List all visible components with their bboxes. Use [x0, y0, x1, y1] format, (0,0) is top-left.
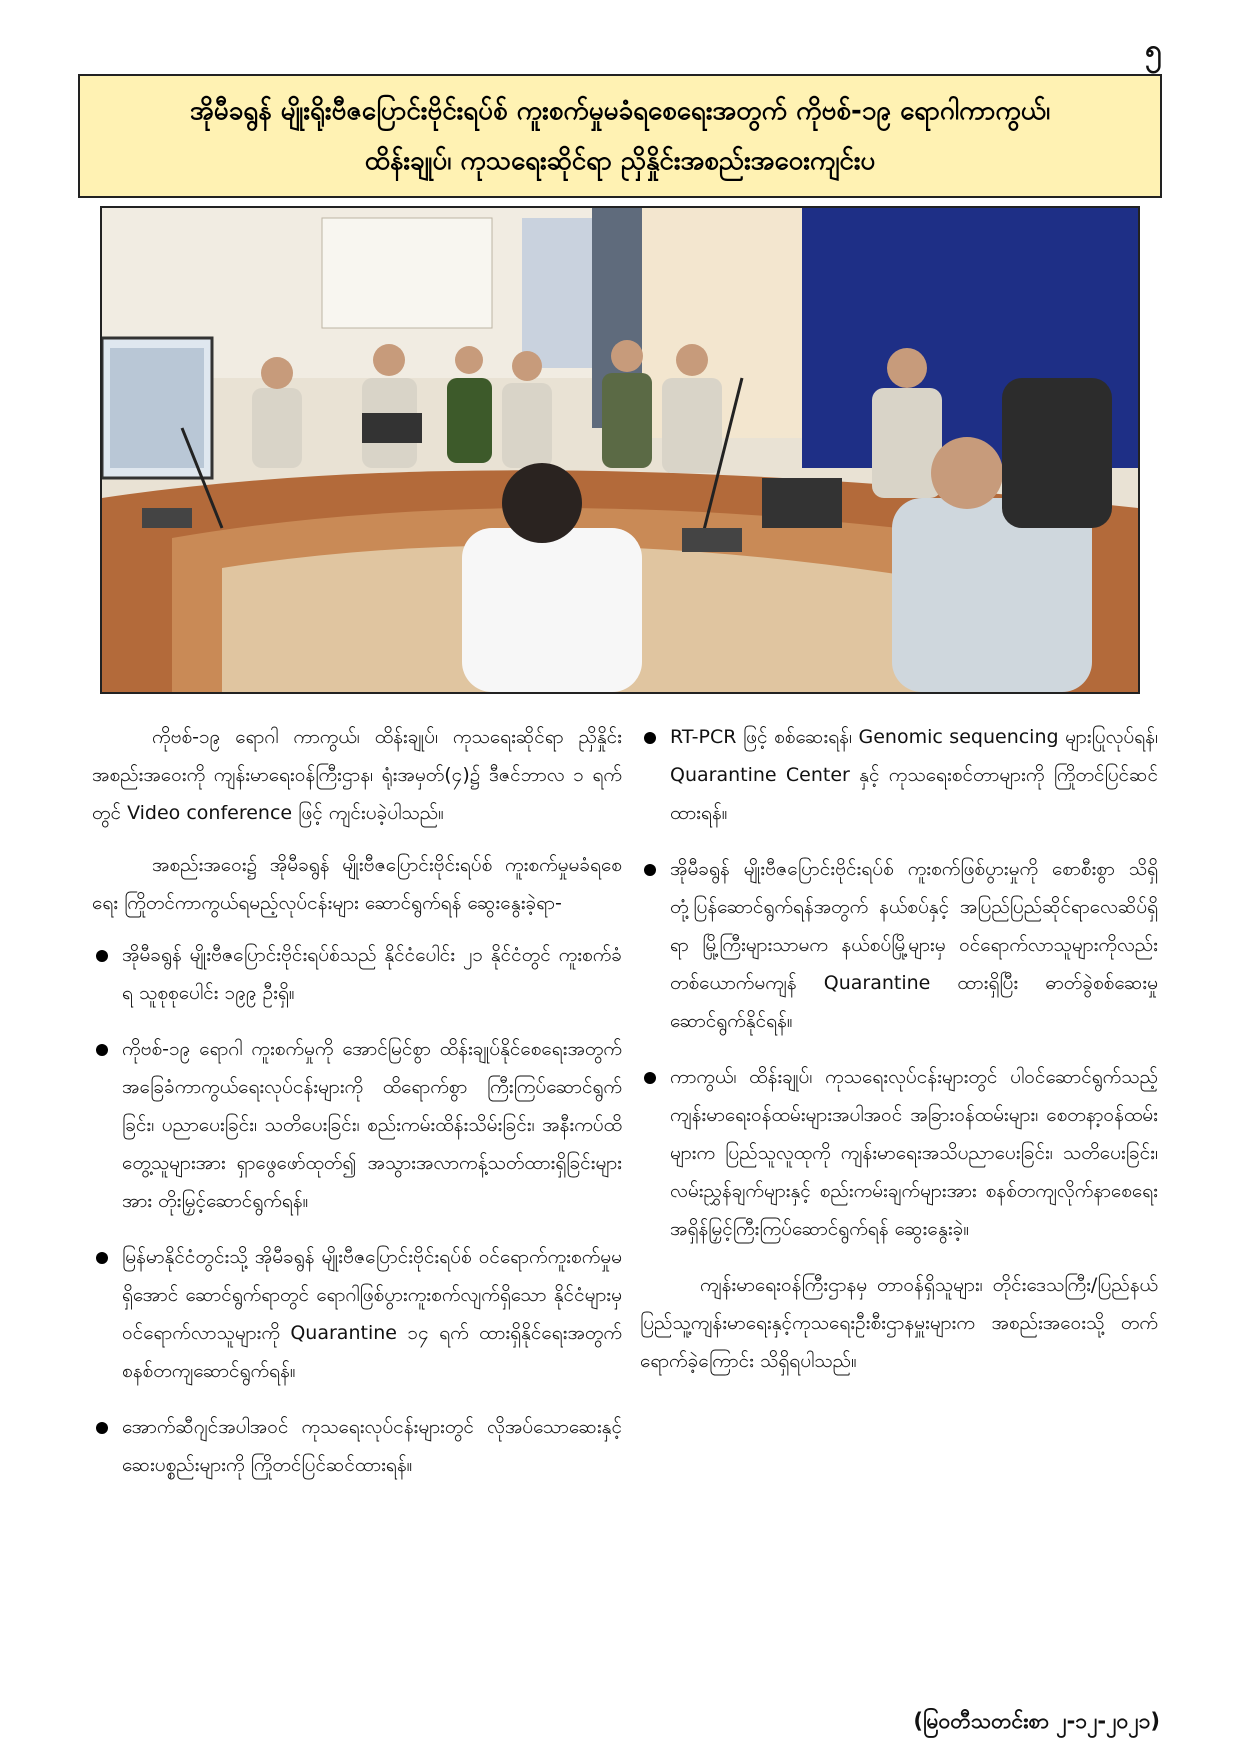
list-item [92, 1408, 622, 1484]
list-item-text: အိုမီခရွန် မျိုးဗီဇပြောင်းဗိုင်းရပ်စ်သည် နိုင်ငံပေါင်း ၂၁ နိုင်ငံတွင် ကူးစက်ခံရ သူစုစုပေါင်း ၁၉၉ ဦးရှိ။ [122, 944, 622, 1004]
page-number: ၅ [1145, 33, 1162, 68]
list-item-text: RT-PCR ဖြင့် စစ်ဆေးရန်၊ Genomic sequencing များပြုလုပ်ရန်၊ Quarantine Center နှင့် ကုသရေးစင်တာများကို ကြိုတင်ပြင်ဆင်ထားရန်။ [670, 726, 1158, 824]
bullet-icon [96, 1044, 108, 1056]
bullet-icon [644, 1072, 656, 1084]
title-line-2: ထိန်းချုပ်၊ ကုသရေးဆိုင်ရာ ညှိနှိုင်းအစည်းအဝေးကျင်းပ [364, 146, 876, 176]
closing-paragraph: ကျန်းမာရေးဝန်ကြီးဌာနမှ တာဝန်ရှိသူများ၊ တိုင်းဒေသကြီး/ပြည်နယ် ပြည်သူ့ကျန်းမာရေးနှင့်ကုသရေးဦးစီးဌာနမှူးများက အစည်းအဝေးသို့ တက်ရောက်ခဲ့ကြောင်း သိရှိရပါသည်။ [640, 1274, 1158, 1372]
list-item-text: ကာကွယ်၊ ထိန်းချုပ်၊ ကုသရေးလုပ်ငန်းများတွင် ပါဝင်ဆောင်ရွက်သည့် ကျန်းမာရေးဝန်ထမ်းများအပါအဝင် အခြားဝန်ထမ်းများ၊ စေတနာ့ဝန်ထမ်းများက ပြည်သူလူထုကို ကျန်းမာရေးအသိပညာပေးခြင်း၊ သတိပေးခြင်း၊ လမ်းညွှန်ချက်များနှင့် စည်းကမ်းချက်များအား စနစ်တကျလိုက်နာစေရေး အရှိန်မြှင့်ကြီးကြပ်ဆောင်ရွက်ရန် ဆွေးနွေးခဲ့။ [670, 1066, 1158, 1240]
list-item [92, 936, 622, 1012]
bullet-icon [96, 1252, 108, 1264]
title-line-1: အိုမီခရွန် မျိုးရိုးဗီဇပြောင်းဗိုင်းရပ်စ် ကူးစက်မှုမခံရစေရေးအတွက် ကိုဗစ်-၁၉ ရောဂါကာကွယ်၊ [189, 96, 1051, 126]
conference-photo [100, 206, 1140, 694]
list-item [92, 1030, 622, 1220]
list-item [92, 1238, 622, 1390]
bullet-icon [644, 864, 656, 876]
list-item [640, 718, 1158, 832]
title-box [78, 74, 1162, 198]
conference-photo-icon [102, 208, 1138, 692]
right-column [640, 718, 1158, 1394]
intro-paragraph: ကိုဗစ်-၁၉ ရောဂါ ကာကွယ်၊ ထိန်းချုပ်၊ ကုသရေးဆိုင်ရာ ညှိနှိုင်းအစည်းအဝေးကို ကျန်းမာရေးဝန်ကြီးဌာန၊ ရုံးအမှတ်(၄)၌ ဒီဇင်ဘာလ ၁ ရက်တွင် Video conference ဖြင့် ကျင်းပခဲ့ပါသည်။ [92, 726, 622, 824]
list-item-text: အိုမီခရွန် မျိုးဗီဇပြောင်းဗိုင်းရပ်စ် ကူးစက်ဖြစ်ပွားမှုကို စောစီးစွာ သိရှိတုံ့ပြန်ဆောင်ရွက်ရန်အတွက် နယ်စပ်နှင့် အပြည်ပြည်ဆိုင်ရာလေဆိပ်ရှိရာ မြို့ကြီးများသာမက နယ်စပ်မြို့များမှ ဝင်ရောက်လာသူများကိုလည်း တစ်ယောက်မကျန် Quarantine ထားရှိပြီး ဓာတ်ခွဲစစ်ဆေးမှုဆောင်ရွက်နိုင်ရန်။ [670, 858, 1158, 1032]
list-item-text: အောက်ဆီဂျင်အပါအဝင် ကုသရေးလုပ်ငန်းများတွင် လိုအပ်သောဆေးနှင့်ဆေးပစ္စည်းများကို ကြိုတင်ပြင်ဆင်ထားရန်။ [122, 1416, 622, 1476]
bullet-icon [644, 732, 656, 744]
list-item-text: မြန်မာနိုင်ငံတွင်းသို့ အိုမီခရွန် မျိုးဗီဇပြောင်းဗိုင်းရပ်စ် ဝင်ရောက်ကူးစက်မှုမရှိအောင် ဆောင်ရွက်ရာတွင် ရောဂါဖြစ်ပွားကူးစက်လျက်ရှိသော နိုင်ငံများမှ ဝင်ရောက်လာသူများကို Quarantine ၁၄ ရက် ထားရှိနိုင်ရေးအတွက် စနစ်တကျဆောင်ရွက်ရန်။ [122, 1246, 622, 1382]
bullet-icon [96, 950, 108, 962]
bullet-icon [96, 1422, 108, 1434]
left-column [92, 718, 622, 1502]
list-item-text: ကိုဗစ်-၁၉ ရောဂါ ကူးစက်မှုကို အောင်မြင်စွာ ထိန်းချုပ်နိုင်စေရေးအတွက် အခြေခံကာကွယ်ရေးလုပ်ငန်းများကို ထိရောက်စွာ ကြီးကြပ်ဆောင်ရွက်ခြင်း၊ ပညာပေးခြင်း၊ သတိပေးခြင်း၊ စည်းကမ်းထိန်းသိမ်းခြင်း၊ အနီးကပ်ထိတွေ့သူများအား ရှာဖွေဖော်ထုတ်၍ အသွားအလာကန့်သတ်ထားရှိခြင်းများအား တိုးမြှင့်ဆောင်ရွက်ရန်။ [122, 1038, 622, 1212]
right-bullet-list [640, 718, 1158, 1248]
list-item [640, 850, 1158, 1040]
list-item [640, 1058, 1158, 1248]
source-credit: (မြဝတီသတင်းစာ ၂-၁၂-၂၀၂၁) [913, 1709, 1160, 1733]
left-bullet-list [92, 936, 622, 1484]
discussion-paragraph: အစည်းအဝေး၌ အိုမီခရွန် မျိုးဗီဇပြောင်းဗိုင်းရပ်စ် ကူးစက်မှုမခံရစေရေး ကြိုတင်ကာကွယ်ရမည့်လုပ်ငန်းများ ဆောင်ရွက်ရန် ဆွေးနွေးခဲ့ရာ- [92, 854, 622, 914]
